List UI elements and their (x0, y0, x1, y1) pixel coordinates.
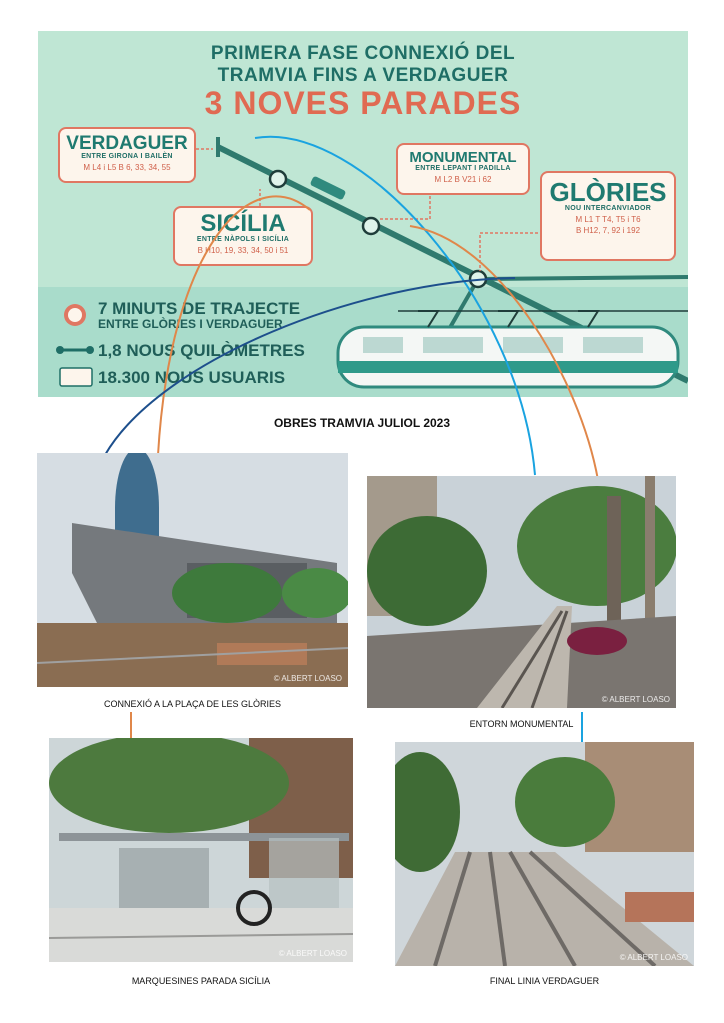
stat-km: 1,8 NOUS QUILÒMETRES (98, 341, 305, 360)
photo-glories-image (37, 453, 348, 687)
stop-lines: M L4 i L5 B 6, 33, 34, 55 (83, 163, 171, 172)
stat-users: 18.300 NOUS USUARIS (98, 368, 286, 387)
tram-illustration (338, 311, 688, 387)
photo-glories (37, 453, 348, 687)
photo-caption-monumental: ENTORN MONUMENTAL (469, 719, 574, 729)
stop-lines: M L1 T T4, T5 i T6 (575, 215, 641, 224)
photo-credit: © ALBERT LOASO (278, 949, 347, 958)
photo-credit: © ALBERT LOASO (619, 953, 688, 962)
stop-glories (540, 171, 676, 261)
stop-sub: ENTRE GIRONA I BAILÈN (81, 153, 173, 160)
stop-sub: ENTRE LEPANT I PADILLA (415, 165, 511, 172)
photo-verdaguer-image (395, 742, 694, 966)
photo-monumental-image (367, 476, 676, 708)
infographic (38, 31, 688, 397)
stop-sub: ENTRE NÀPOLS I SICÍLIA (196, 236, 290, 243)
stop-verdaguer (58, 127, 196, 183)
stop-name: MONUMENTAL (409, 149, 517, 166)
stat-minutes: 7 MINUTS DE TRAJECTE (98, 299, 301, 318)
photo-credit: © ALBERT LOASO (273, 674, 342, 683)
stop-name: SICÍLIA (200, 210, 286, 237)
ticket-icon (60, 368, 92, 386)
photo-monumental (367, 476, 676, 708)
stop-sub: NOU INTERCANVIADOR (564, 205, 652, 212)
stat-minutes-sub: ENTRE GLÒRIES I VERDAGUER (98, 317, 283, 331)
page-title: OBRES TRAMVIA JULIOL 2023 (273, 416, 451, 430)
photo-sicilia-image (49, 738, 353, 962)
stop-sicilia (173, 206, 313, 266)
heading-line-1: PRIMERA FASE CONNEXIÓ DEL (210, 43, 516, 64)
photo-caption-sicilia: MARQUESINES PARADA SICÍLIA (131, 976, 271, 986)
heading-line-2: TRAMVIA FINS A VERDAGUER (217, 65, 509, 86)
heading-line-3: 3 NOVES PARADES (204, 85, 522, 121)
stop-lines: B H10, 19, 33, 34, 50 i 51 (197, 246, 289, 255)
photo-caption-glories: CONNEXIÓ A LA PLAÇA DE LES GLÒRIES (103, 699, 282, 709)
photo-credit: © ALBERT LOASO (601, 695, 670, 704)
stop-lines: M L2 B V21 i 62 (434, 175, 492, 184)
photo-sicilia (49, 738, 353, 962)
photo-verdaguer (395, 742, 694, 966)
stop-lines: B H12, 7, 92 i 192 (575, 226, 641, 235)
stop-monumental (396, 143, 530, 195)
stop-name: VERDAGUER (66, 133, 188, 154)
stop-name: GLÒRIES (549, 177, 667, 207)
photo-caption-verdaguer: FINAL LINIA VERDAGUER (489, 976, 600, 986)
